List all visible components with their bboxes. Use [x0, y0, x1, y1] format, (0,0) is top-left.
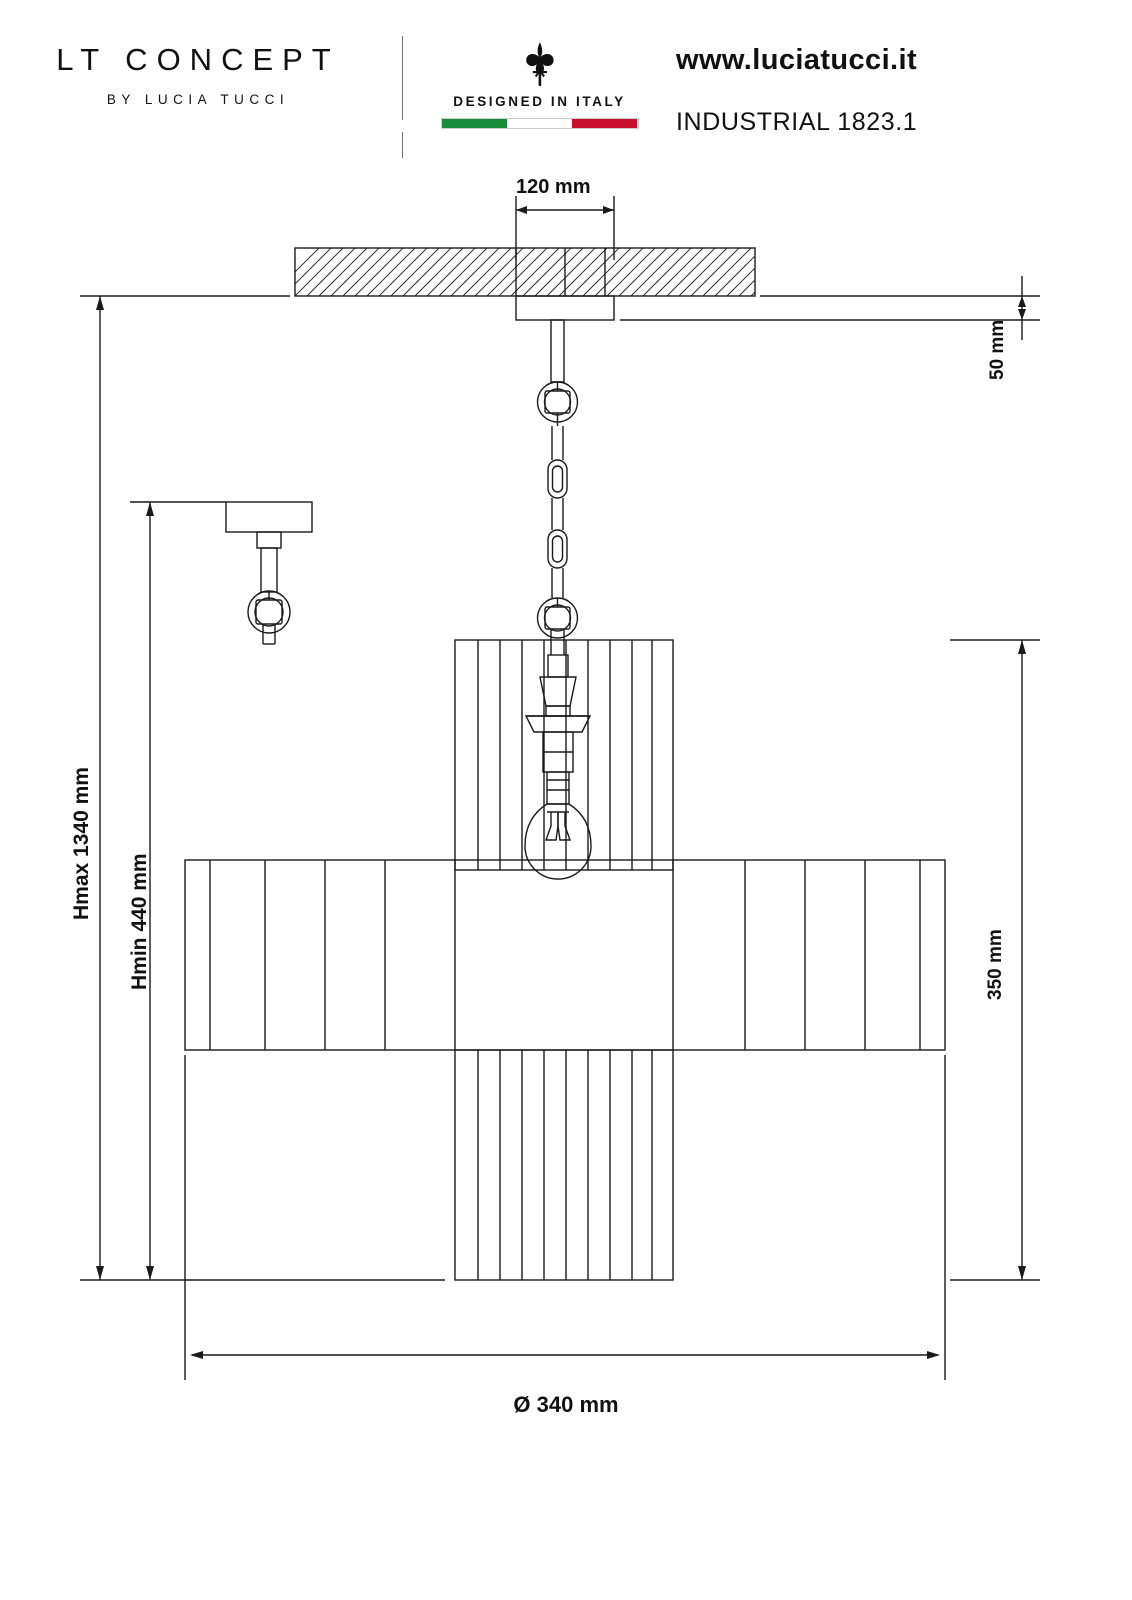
dimension-label-shade-height: 350 mm: [985, 929, 1006, 1000]
brand-logo: [8, 42, 388, 107]
dim-diameter: [185, 1055, 945, 1380]
page-header: [0, 0, 1132, 165]
product-model-name: INDUSTRIAL 1823.1: [676, 108, 918, 136]
brand-tagline: BY LUCIA TUCCI: [106, 92, 290, 107]
upper-shade: [455, 640, 673, 870]
dimension-label-diameter: Ø 340 mm: [513, 1392, 619, 1417]
canopy: [516, 296, 614, 320]
main-shade: [185, 860, 945, 1050]
light-bulb: [525, 804, 591, 879]
wall-mount-detail: [226, 502, 312, 644]
ceiling-plate: [271, 248, 799, 296]
website-url[interactable]: www.luciatucci.it: [676, 44, 917, 76]
lamp-socket: [526, 655, 590, 804]
flag-stripe-white: [507, 119, 572, 128]
designed-in-italy-label: DESIGNED IN ITALY: [453, 94, 626, 109]
dim-50mm: [620, 276, 1040, 340]
dimension-label-hmax: Hmax 1340 mm: [70, 767, 93, 920]
flag-stripe-red: [572, 119, 637, 128]
chain: [548, 426, 567, 598]
italian-flag-icon: [441, 118, 639, 129]
dimension-label-canopy-height: 50 mm: [987, 319, 1008, 380]
header-divider: [402, 36, 403, 120]
lower-shade: [455, 1050, 673, 1280]
dimension-label-canopy-width: 120 mm: [516, 176, 591, 198]
designed-in-italy-block: [412, 40, 667, 129]
technical-drawing: [0, 150, 1132, 1480]
flag-stripe-green: [442, 119, 507, 128]
dim-hmax: [80, 296, 445, 1280]
fleur-de-lis-icon: [412, 40, 667, 88]
dimension-label-hmin: Hmin 440 mm: [128, 853, 151, 990]
suspension-rod-top: [538, 320, 578, 426]
brand-name: LT CONCEPT: [56, 42, 340, 77]
